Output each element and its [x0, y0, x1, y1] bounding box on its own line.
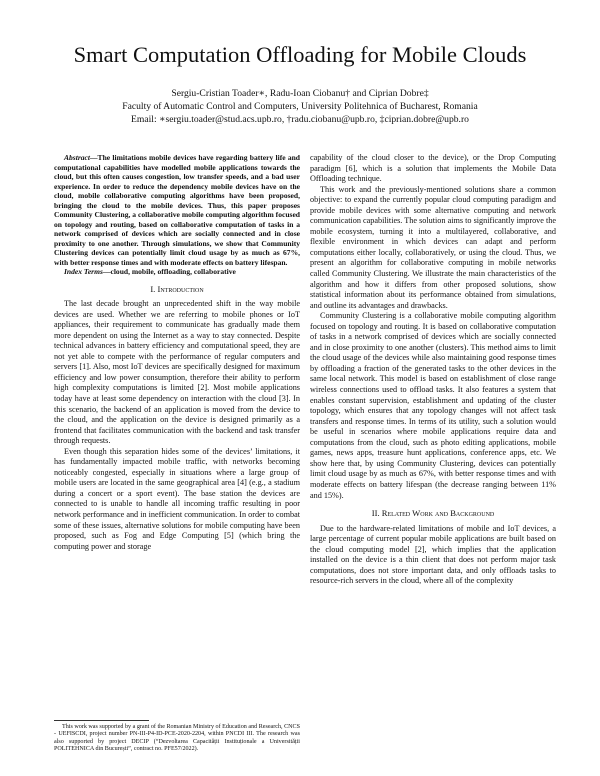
paragraph: The last decade brought an unprecedented shift in the way mobile devices are used. Whether we are referring to mobile phones or IoT appliances, their requirement to communicate has gradually made them more dependent on using the Internet as a way to stay connected. Despite technical advances in battery efficiency and computational speed, they are not yet able to compete with the performance of regular computers and servers [1]. Also, most IoT devices are specifically designed for maximum efficiency and low power consumption, therefore their ability to perform high complexity computations is limited [2]. Most mobile applications today have at least some dependency on interaction with the cloud [3]. In this scenario, the backend of an application is moved from the device to the cloud, and the application on the device is designed primarily as a frontend that facilitates communication with the backend and task transfer through requests.	[54, 299, 300, 446]
index-terms: —cloud, mobile, offloading, collaborative	[102, 267, 236, 276]
index-terms-label: Index Terms	[64, 267, 103, 276]
paragraph: Due to the hardware-related limitations of mobile and IoT devices, a large percentage of current popular mobile applications are built based on the cloud computing model [2], which implies that the application installed on the device is a thin client that does not perform major task computations, does not store important data, and only offloads tasks to resource-rich servers in the cloud, where all of the complexity	[310, 523, 556, 586]
author-emails: Email: ∗sergiu.toader@stud.acs.upb.ro, †radu.ciobanu@upb.ro, ‡ciprian.dobre@upb.ro	[131, 114, 469, 125]
left-column	[54, 153, 300, 552]
section-heading-related-work: II. Related Work and Background	[371, 508, 495, 519]
author-affiliation: Faculty of Automatic Control and Computers, University Politehnica of Bucharest, Romania	[122, 101, 478, 112]
right-column	[310, 153, 556, 587]
abstract-label: Abstract	[64, 153, 90, 162]
paragraph: Even though this separation hides some of the devices’ limitations, it has fundamentally impacted mobile traffic, with networks becoming noticeably congested, especially in situations where a large group of mobile users are located in the same geographical area [4] (e.g., a stadium during a concert or a sport event). The base station the devices are connected to is unable to handle all incoming traffic resulting in poor network performance and in inefficient communication. In order to combat some of these issues, alternative solutions for mobile computing have been proposed, such as Fog and Edge Computing [5] (which bring the computing power and storage	[54, 446, 300, 551]
section-heading-introduction: I. Introduction	[150, 283, 204, 294]
paper-title: Smart Computation Offloading for Mobile Clouds	[73, 42, 527, 67]
paragraph: Community Clustering is a collaborative mobile computing algorithm focused on topology and routing. It is based on collaborative computation of tasks in a network comprised of devices which are socially connected and in close proximity to one another (clusters). This method aims to limit the cloud usage of the devices while also maintaining good response times by offloading a fraction of the generated tasks to the other devices in the same local network. This model is based on establishment of close range wireless connections used to offload tasks. It also features a system that enables constant supervision, establishment and updating of the cluster topology, which ensures that any topology changes will not affect task transfers and response times. In terms of its utility, such a solution would be useful in scenarios where mobile applications require data and computations from the cloud, such as photo editing applications, mobile games, news apps, treasure hunt applications, conference apps, etc. We show here that, by using Community Clustering, devices can potentially limit cloud usage by as much as 67%, with better response times and with moderate effects on battery lifespan (the decrease ranging between 11% and 15%).	[310, 311, 556, 500]
abstract	[54, 153, 300, 277]
author-block	[0, 87, 600, 126]
author-names: Sergiu-Cristian Toader∗, Radu-Ioan Ciobanu† and Ciprian Dobre‡	[171, 88, 429, 99]
footnote-divider	[54, 720, 149, 721]
abstract-text: —The limitations mobile devices have regarding battery life and computational capabilities have modelled mobile applications towards the cloud, but this often causes congestion, low transfer speeds, and a bad user experience. In order to reduce the dependency mobile devices have on the cloud, mobile collaborative computing algorithms have been proposed, bringing the cloud to the mobile devices. Thus, this paper proposes Community Clustering, a collaborative mobile computing algorithm focused on topology and routing, based on collaborative computation of tasks in a network comprised of devices which are socially connected and in close proximity to one another. Through simulations, we show that Community Clustering devices can potentially limit cloud usage by as much as 67%, with better response times and with moderate effects on battery lifespan.	[54, 153, 300, 267]
paragraph: capability of the cloud closer to the device), or the Drop Computing paradigm [6], which is a solution that implements the Mobile Data Offloading technique.	[310, 153, 556, 184]
funding-footnote: This work was supported by a grant of the Romanian Ministry of Education and Research, CNCS - UEFISCDI, project number PN-III-P4-ID-PCE-2020-2204, within PNCDI III. The research was also supported by project DECIP (“Dezvoltarea Capacității Instituționale a Universității POLITEHNICA din București”, contract no. PFE57/2022).	[54, 724, 300, 753]
paragraph: This work and the previously-mentioned solutions share a common objective: to expand the currently popular cloud computing paradigm and provide mobile devices with some alternative computing and network communication capabilities. The solution aims to significantly improve the mobile ecosystem, turning it into a multilayered, collaborative, and flexible environment in which devices can adapt and perform computations either locally, collaboratively, or using the cloud. Thus, we present an algorithm for collaborative computing in mobile networks called Community Clustering. We illustrate the main characteristics of the algorithm and how it differs from other proposed solutions, show statistical information about its performance obtained from simulations, and outline its advantages and drawbacks.	[310, 184, 556, 310]
